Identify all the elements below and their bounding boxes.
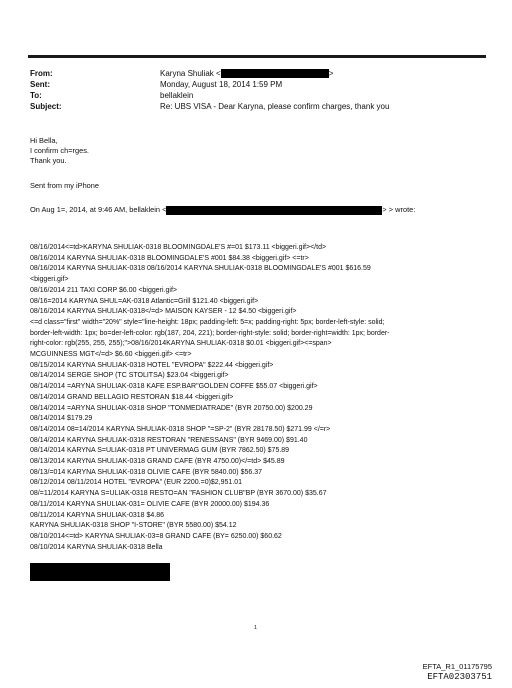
transaction-line: 08/16/2014 KARYNA SHULIAK-0318</=d> MAISON KAYSER - 12 $4.50 <biggeri.gif> [30,308,297,316]
subject-label: Subject: [30,102,62,111]
transaction-line: 08/10/2014<=td> KARYNA SHULIAK-03=8 GRAND CAFE (BY= 6250.00) $60.62 [30,532,282,540]
redaction-block [30,563,170,581]
transaction-line: 08/10/2014 KARYNA SHULIAK-0318 Bella [30,543,163,551]
transaction-line: 08/14/2014 $179.29 [30,415,93,423]
transaction-line: 08/13/=014 KARYNA SHULIAK-0318 OLIVIE CAFE (BYR 5840.00) $56.37 [30,468,262,476]
transaction-line: 08/14/2014 KARYNA SHULIAK-0318 RESTORAN "RENESSANS" (BYR 9469.00) $91.40 [30,436,308,444]
transaction-line: <biggeri.gif> [30,276,69,284]
transaction-line: 08/14/2014 GRAND BELLAGIO RESTORAN $18.44 <biggeri.gif> [30,393,234,401]
subject-value: Re: UBS VISA - Dear Karyna, please confirm charges, thank you [160,102,390,111]
transaction-line: 08/14/2014 KARYNA S=ULIAK-0318 PT UNIVERMAG GUM (BYR 7862.50) $75.89 [30,447,290,455]
sent-value: Monday, August 18, 2014 1:59 PM [160,80,283,89]
transaction-line: 08/14/2014 08=14/2014 KARYNA SHULIAK-0318 SHOP "=SP-2" (BYR 28178.50) $271.99 </=r> [30,425,331,433]
transaction-line: border-left-width: 1px; bo=der-left-color: rgb(187, 204, 221); border-right-style: solid; border-right=width: 1px; border- [30,329,390,337]
transaction-line: MCGUINNESS MGT</=d> $6.60 <biggeri.gif> <=tr> [30,351,192,358]
transaction-line: 08/13/2014 KARYNA SHULIAK-0318 GRAND CAFE (BYR 4750.00)</=td> $45.89 [30,458,285,465]
redaction-block [166,206,382,215]
page-number: 1 [254,625,258,631]
from-value: Karyna Shuliak < > [160,69,334,78]
transaction-line: right-color: rgb(255, 255, 255);">08/16/2014KARYNA SHULIAK-0318 $0.01 <biggeri.gif><=span> [30,340,332,348]
transaction-line: 08/16/2014<=td>KARYNA SHULIAK-0318 BLOOMINGDALE'S #=01 $173.11 <biggeri.gif></td> [30,244,327,251]
transaction-line: 08/14/2014 SERGE SHOP (TC STOLITSA) $23.04 <biggeri.gif> [30,372,229,380]
quote-intro: On Aug 1=, 2014, at 9:46 AM, bellaklein < > > wrote: [30,205,416,214]
transaction-line: 08/16/2014 KARYNA SHULIAK-0318 BLOOMINGDALE'S #001 $84.38 <biggeri.gif> <=tr> [30,254,309,262]
body-line: Thank you. [30,156,67,165]
document-id: EFTA_R1_01175795 [422,662,492,671]
transaction-line: KARYNA SHULIAK-0318 SHOP "I-STORE" (BYR 5580.00) $54.12 [30,522,237,530]
body-line: I confirm ch=rges. [30,146,89,155]
signature: Sent from my iPhone [30,181,100,190]
transaction-line: 08/16/2014 KARYNA SHULIAK-0318 08/16/2014 KARYNA SHULIAK-0318 BLOOMINGDALE'S #001 $616.59 [30,265,371,273]
from-label: From: [30,69,53,78]
transaction-line: 08/11/2014 KARYNA SHULIAK-0318 $4.86 [30,511,164,519]
transaction-line: 08/16=2014 KARYNA SHUL=AK-0318 Atlantic=Grill $121.40 <biggeri.gif> [30,297,259,305]
sent-label: Sent: [30,80,50,89]
transaction-line: 08/15/2014 KARYNA SHULIAK-0318 HOTEL "EVROPA" $222.44 <biggeri.gif> [30,361,274,369]
to-label: To: [30,91,42,100]
transaction-line: 08/16/2014 211 TAXI CORP $6.00 <biggeri.gif> [30,286,177,294]
transaction-line: 08/11/2014 KARYNA SHULIAK-031= OLIVIE CAFE (BYR 20000.00) $194.36 [30,500,270,508]
transaction-line: 08/=11/2014 KARYNA S=ULIAK-0318 RESTO=AN "FASHION CLUB"BP (BYR 3670.00) $35.67 [30,490,327,498]
redaction-block [221,69,329,78]
header-divider [28,55,486,58]
transaction-line: 08/12/2014 08/11/2014 HOTEL "EVROPA" (EUR 2200.=0)$2,951.01 [30,479,243,487]
document-id: EFTA02303751 [427,672,492,682]
transaction-line: 08/14/2014 =ARYNA SHULIAK-0318 SHOP "TONMEDIATRADE" (BYR 20750.00) $200.29 [30,404,313,412]
transaction-line: 08/14/2014 =ARYNA SHULIAK-0318 KAFE ESP.BAR"GOLDEN COFFE $55.07 <biggeri.gif> [30,383,318,391]
transaction-line: <=d class="first" width="20%" style="line-height: 18px; padding-left: 5=x; padding-right: 5px; border-left-style: solid; [30,318,385,326]
to-value: bellaklein [160,91,194,100]
greeting: Hi Bella, [30,136,58,145]
